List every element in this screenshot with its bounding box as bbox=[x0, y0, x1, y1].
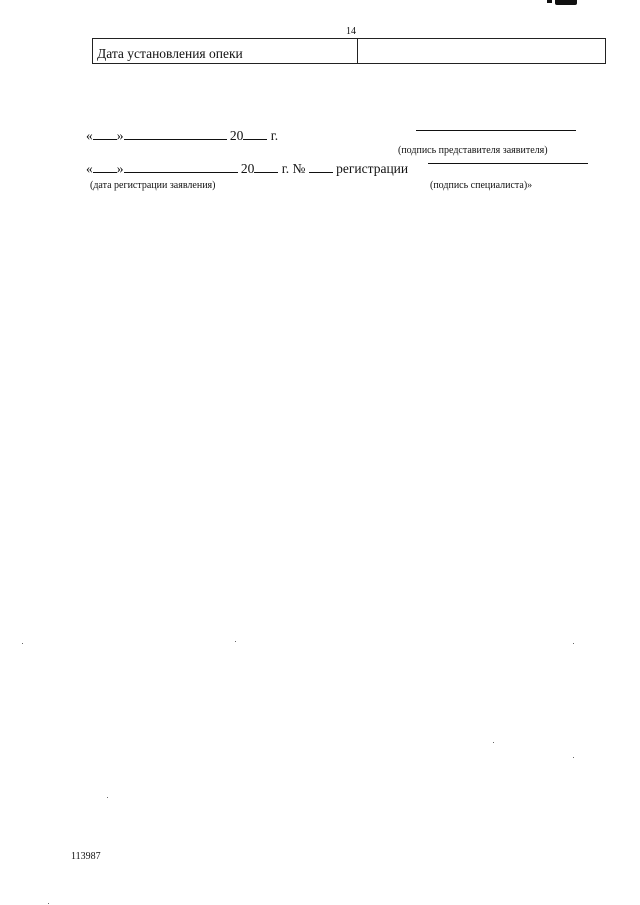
registration-number-blank[interactable] bbox=[309, 160, 333, 173]
registration-date-line bbox=[86, 160, 408, 177]
year-prefix: 20 bbox=[229, 128, 244, 143]
month-blank[interactable] bbox=[124, 160, 238, 173]
open-quote: « bbox=[86, 161, 93, 176]
page-number: 14 bbox=[346, 26, 356, 37]
representative-signature-line[interactable] bbox=[416, 130, 576, 131]
scan-speck bbox=[48, 903, 49, 904]
scan-speck bbox=[573, 643, 574, 644]
scan-speck bbox=[22, 643, 23, 644]
scan-speck bbox=[107, 797, 108, 798]
specialist-signature-caption: (подпись специалиста)» bbox=[430, 180, 533, 191]
close-quote: » bbox=[116, 161, 124, 176]
table-row bbox=[93, 39, 606, 64]
year-blank[interactable] bbox=[243, 127, 267, 140]
scan-speck bbox=[573, 757, 574, 758]
document-id: 113987 bbox=[71, 851, 101, 862]
registration-date-caption: (дата регистрации заявления) bbox=[90, 180, 216, 191]
year-number-sign: г. № bbox=[281, 161, 306, 176]
scan-speck bbox=[493, 742, 494, 743]
guardianship-date-label: Дата установления опеки bbox=[93, 39, 358, 64]
year-suffix: г. bbox=[270, 128, 279, 143]
year-blank[interactable] bbox=[254, 160, 278, 173]
month-blank[interactable] bbox=[124, 127, 227, 140]
guardianship-date-table bbox=[92, 38, 606, 64]
representative-signature-caption: (подпись представителя заявителя) bbox=[398, 145, 548, 156]
scan-speck bbox=[235, 641, 236, 642]
close-quote: » bbox=[116, 128, 124, 143]
year-prefix: 20 bbox=[240, 161, 255, 176]
applicant-date-line bbox=[86, 127, 278, 144]
guardianship-date-value[interactable] bbox=[358, 39, 606, 64]
open-quote: « bbox=[86, 128, 93, 143]
registration-word: регистрации bbox=[336, 161, 409, 176]
scan-registration-mark bbox=[555, 0, 577, 5]
day-blank[interactable] bbox=[93, 160, 117, 173]
specialist-signature-line[interactable] bbox=[428, 163, 588, 164]
day-blank[interactable] bbox=[93, 127, 117, 140]
